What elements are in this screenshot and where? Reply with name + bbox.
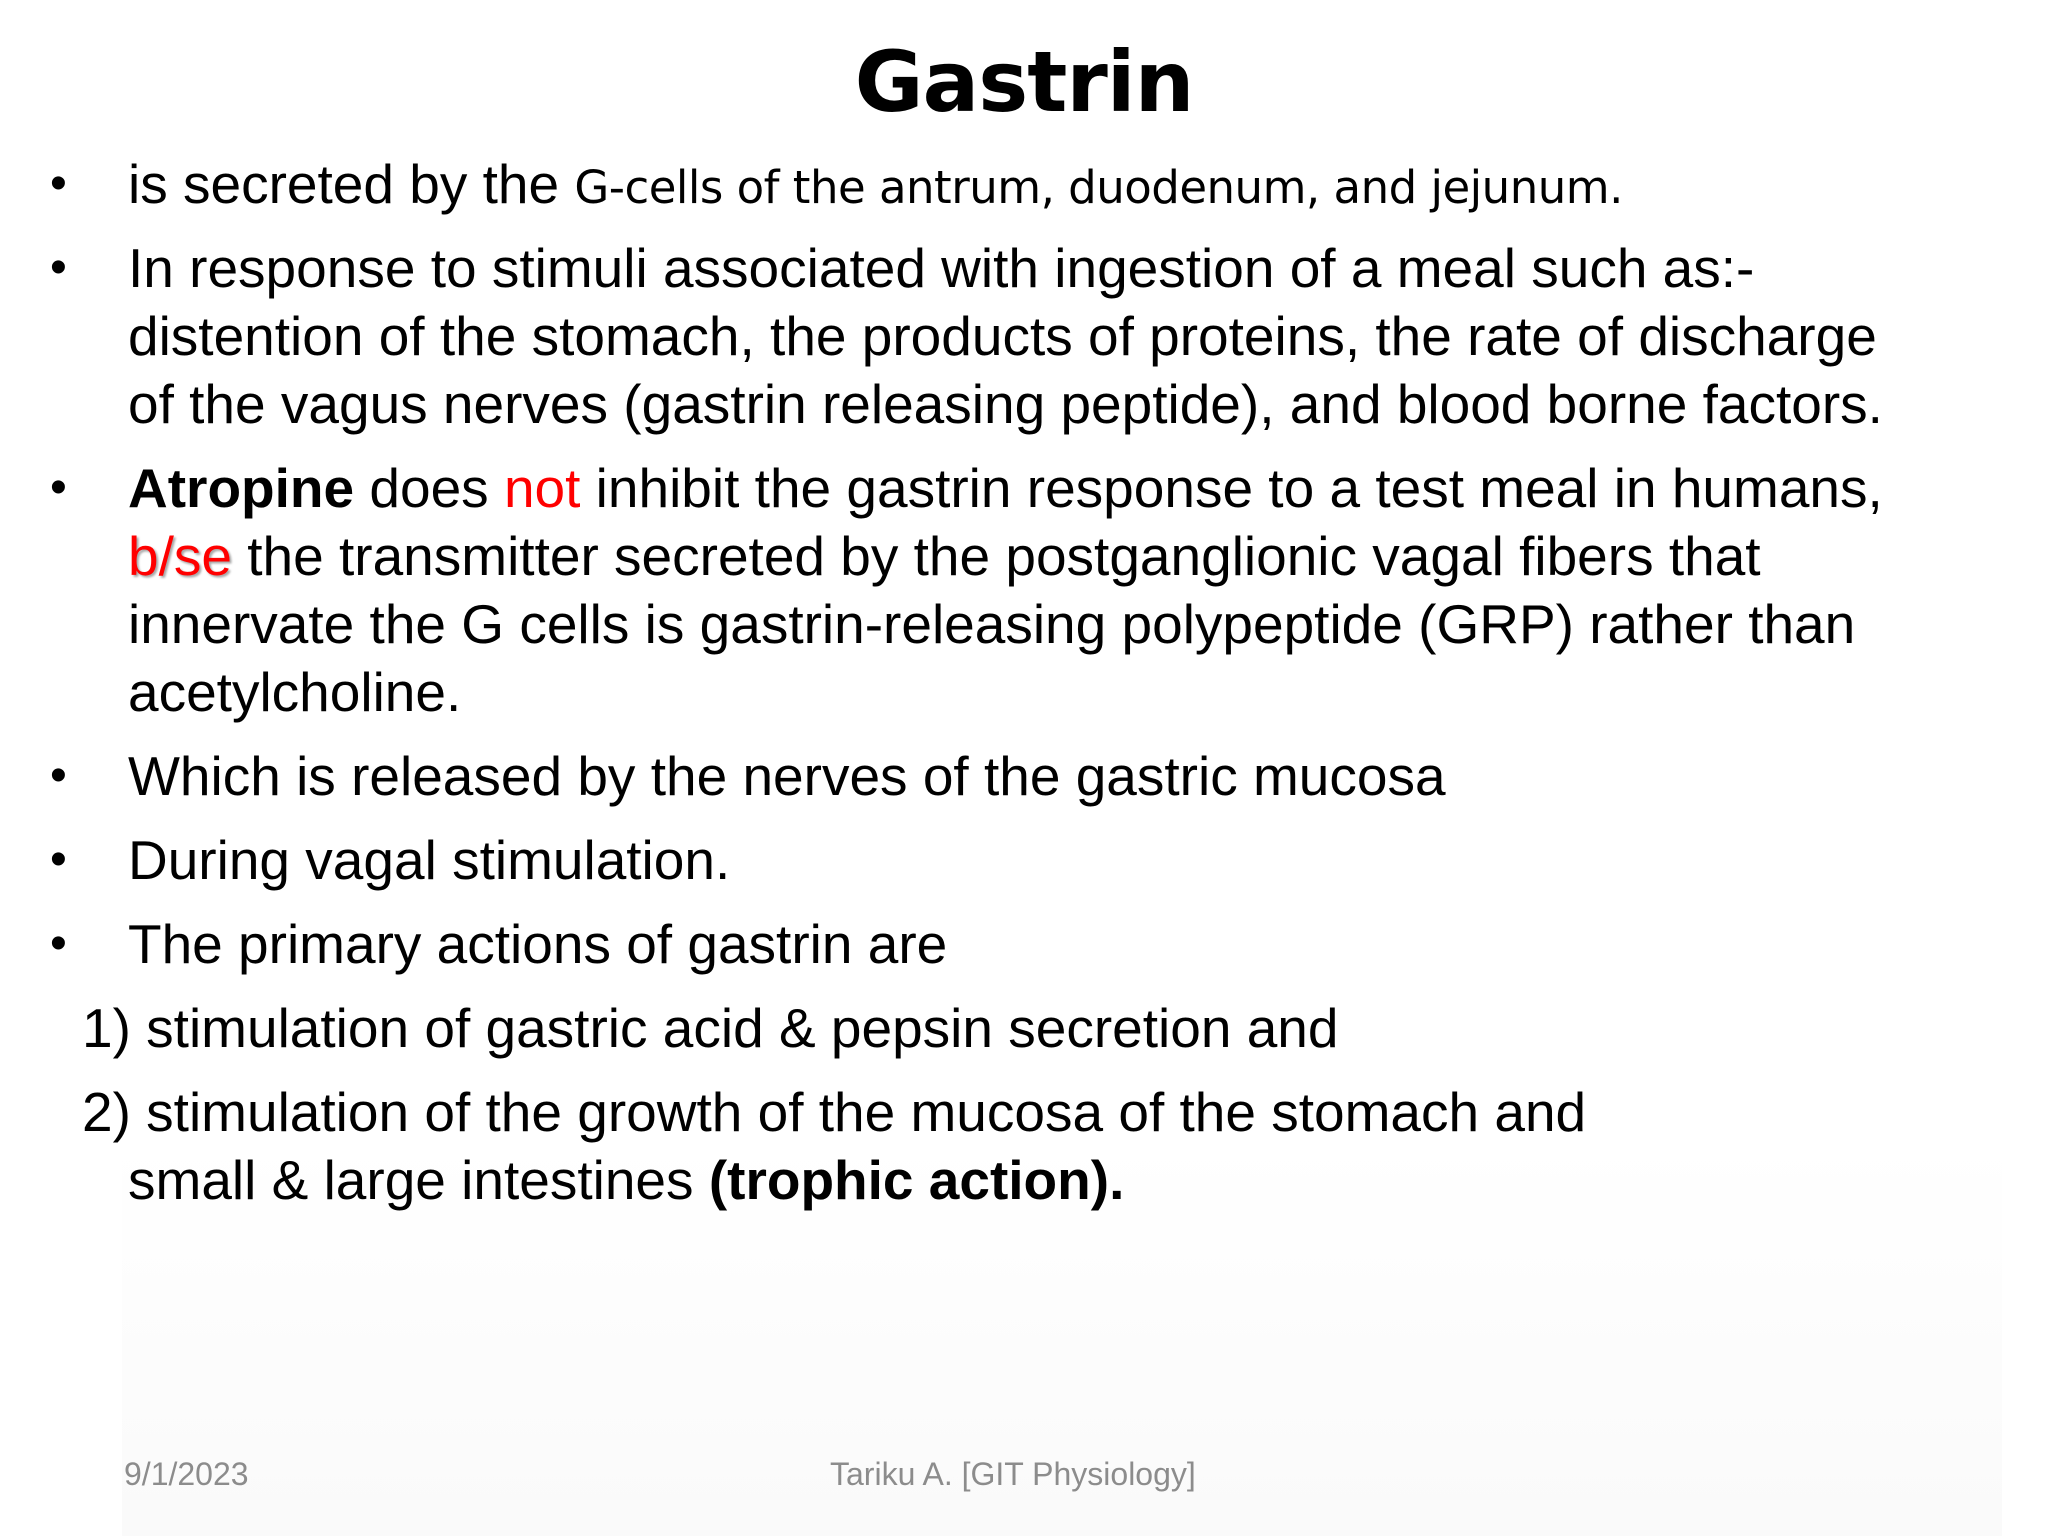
bullet-marker: •	[50, 833, 67, 886]
bullet-1-text	[128, 150, 2028, 222]
footer-author: Tariku A. [GIT Physiology]	[830, 1456, 1196, 1492]
bullet-3-line-1	[128, 454, 2028, 522]
bullet-3-text-b: inhibit the gastrin response to a test meal in humans,	[580, 457, 1883, 519]
because-abbrev: b/se	[128, 525, 232, 587]
bullet-marker: •	[50, 917, 67, 970]
bullet-3-line-2	[128, 522, 2028, 590]
trophic-action-label: (trophic action).	[708, 1149, 1125, 1211]
not-emphasis: not	[503, 457, 581, 519]
numbered-item-2-line-1: 2) stimulation of the growth of the mucosa of the stomach and	[82, 1081, 1587, 1143]
numbered-item-2-plain: small & large intestines	[128, 1149, 709, 1211]
bullet-marker: •	[50, 461, 67, 514]
bullet-2-line-1: In response to stimuli associated with ingestion of a meal such as:-	[128, 237, 1755, 299]
bullet-3-text-a: does	[354, 457, 504, 519]
footer-date: 9/1/2023	[124, 1456, 249, 1492]
slide-title: Gastrin	[854, 33, 1194, 131]
bullet-2-line-3: of the vagus nerves (gastrin releasing peptide), and blood borne factors.	[128, 373, 1883, 435]
bullet-4-text: Which is released by the nerves of the gastric mucosa	[128, 745, 1446, 807]
bullet-marker: •	[50, 157, 67, 210]
bullet-marker: •	[50, 241, 67, 294]
bullet-6-text: The primary actions of gastrin are	[128, 913, 948, 975]
bullet-3-line-3: innervate the G cells is gastrin-releasing polypeptide (GRP) rather than	[128, 593, 1856, 655]
numbered-item-2-line-2	[128, 1146, 2028, 1214]
bullet-marker: •	[50, 749, 67, 802]
bullet-3-line-2-rest: the transmitter secreted by the postganglionic vagal fibers that	[231, 525, 1761, 587]
bullet-3-line-4: acetylcholine.	[128, 661, 462, 723]
bullet-1-text-b: G-cells of the antrum, duodenum, and jejunum.	[574, 161, 1623, 214]
bullet-5-text: During vagal stimulation.	[128, 829, 731, 891]
numbered-item-1: 1) stimulation of gastric acid & pepsin secretion and	[82, 997, 1339, 1059]
atropine-label: Atropine	[128, 457, 355, 519]
bullet-2-line-2: distention of the stomach, the products of proteins, the rate of discharge	[128, 305, 1877, 367]
bullet-1-text-a: is secreted by the	[128, 153, 575, 215]
